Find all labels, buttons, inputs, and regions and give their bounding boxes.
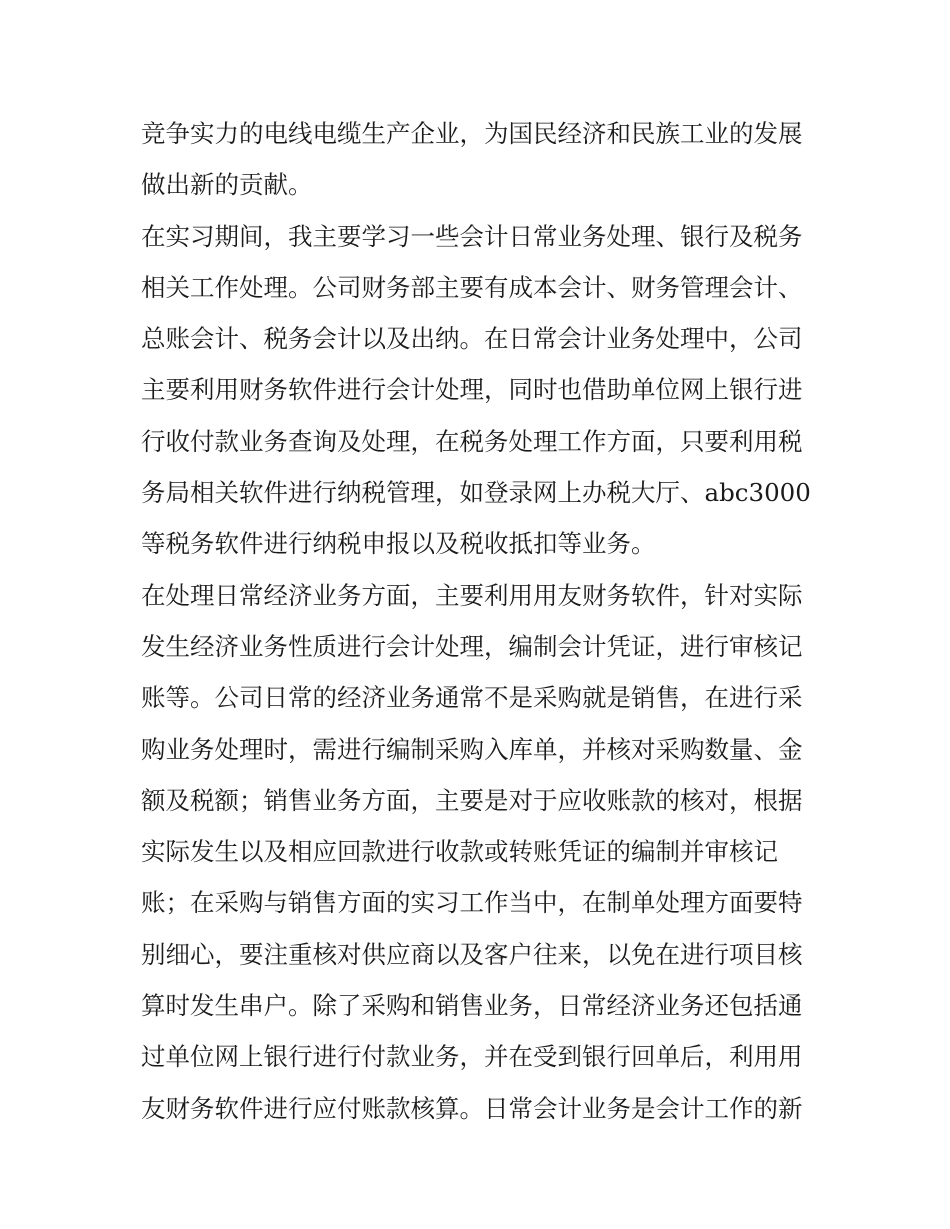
text-line: 额及税额；销售业务方面，主要是对于应收账款的核对，根据 [141, 785, 803, 815]
text-line: 购业务处理时，需进行编制采购入库单，并核对采购数量、金 [141, 734, 803, 764]
text-line: 相关工作处理。公司财务部主要有成本会计、财务管理会计、 [141, 272, 803, 302]
text-line: 在处理日常经济业务方面，主要利用用友财务软件，针对实际 [141, 580, 803, 610]
text-line: 做出新的贡献。 [141, 170, 313, 200]
text-line: 账等。公司日常的经济业务通常不是采购就是销售，在进行采 [141, 683, 803, 713]
text-line: 务局相关软件进行纳税管理，如登录网上办税大厅、abc3000 [141, 478, 811, 508]
text-line: 竞争实力的电线电缆生产企业，为国民经济和民族工业的发展 [141, 119, 803, 148]
text-line: 算时发生串户。除了采购和销售业务，日常经济业务还包括通 [141, 991, 803, 1021]
text-line: 实际发生以及相应回款进行收款或转账凭证的编制并审核记 [141, 837, 778, 867]
text-line: 等税务软件进行纳税申报以及税收抵扣等业务。 [141, 529, 656, 559]
text-line: 账；在采购与销售方面的实习工作当中，在制单处理方面要特 [141, 888, 803, 918]
text-line: 行收付款业务查询及处理，在税务处理工作方面，只要利用税 [141, 426, 803, 456]
text-line: 友财务软件进行应付账款核算。日常会计业务是会计工作的新 [141, 1093, 803, 1123]
text-line: 总账会计、税务会计以及出纳。在日常会计业务处理中，公司 [141, 324, 803, 354]
text-line: 主要利用财务软件进行会计处理，同时也借助单位网上银行进 [141, 375, 803, 405]
text-line: 别细心，要注重核对供应商以及客户往来，以免在进行项目核 [141, 939, 803, 969]
text-line: 发生经济业务性质进行会计处理，编制会计凭证，进行审核记 [141, 631, 803, 661]
text-line: 过单位网上银行进行付款业务，并在受到银行回单后，利用用 [141, 1042, 803, 1072]
body-text [141, 108, 813, 1134]
text-line: 在实习期间，我主要学习一些会计日常业务处理、银行及税务 [141, 221, 803, 251]
